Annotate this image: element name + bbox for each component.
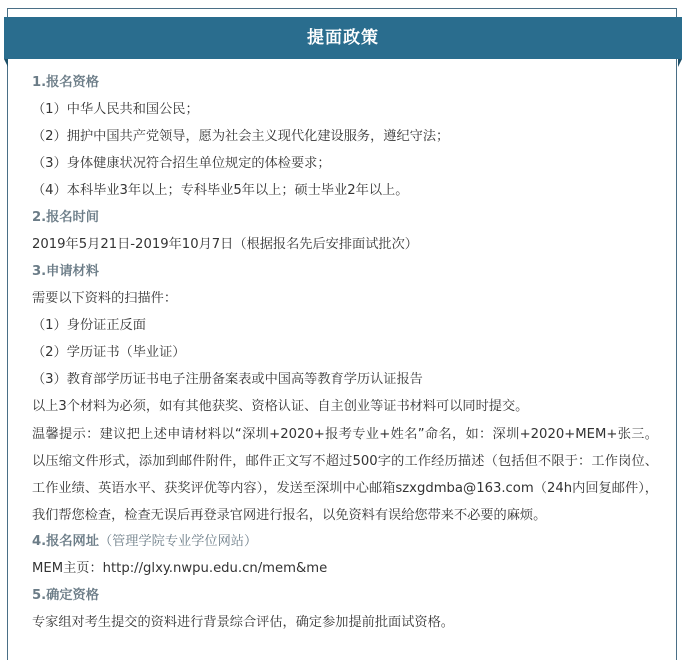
materials-item: 以上3个材料为必须，如有其他获奖、资格认证、自主创业等证书材料可以同时提交。 [32,399,529,414]
materials-tip-paragraph: 温馨提示：建议把上述申请材料以“深圳+2020+报考专业+姓名”命名，如：深圳+2020+MEM+张三。以压缩文件形式，添加到邮件附件，邮件正文写不超过500字的工作经历描述（包括但不限于：工作岗位、工作业绩、英语水平、获奖评优等内容），发送至深圳中心邮箱szxgdmba@163.com（24h内回复邮件），我们帮您检查，检查无误后再登录官网进行报名，以免资料有误给您带来不必要的麻烦。 [32,427,658,523]
materials-item: （1）身份证正反面 [32,318,146,333]
materials-item: 需要以下资料的扫描件： [32,291,178,306]
header-ribbon-fold-left [4,59,8,67]
section-header [4,17,682,59]
mem-homepage-link[interactable]: MEM主页：http://glxy.nwpu.edu.cn/mem&me [32,561,328,576]
eligibility-item: （3）身体健康状况符合招生单位规定的体检要求； [32,156,331,171]
registration-time-text: 2019年5月21日-2019年10月7日（根据报名先后安排面试批次） [32,237,418,252]
website-subtitle: （管理学院专业学位网站） [98,534,258,549]
eligibility-item: （2）拥护中国共产党领导，愿为社会主义现代化建设服务，遵纪守法； [32,129,450,144]
section-title-registration-time: 2.报名时间 [32,210,99,225]
header-ribbon-fold-right [678,59,682,67]
header-title: 提面政策 [307,28,379,48]
section-title-qualification: 5.确定资格 [32,588,99,603]
policy-content [32,72,658,639]
section-title-materials: 3.申请材料 [32,264,99,279]
section-title-website [32,531,658,558]
qualification-text: 专家组对考生提交的资料进行背景综合评估，确定参加提前批面试资格。 [32,615,454,630]
eligibility-item: （1）中华人民共和国公民； [32,102,199,117]
section-title-eligibility: 1.报名资格 [32,75,99,90]
eligibility-item: （4）本科毕业3年以上；专科毕业5年以上；硕士毕业2年以上。 [32,183,409,198]
materials-item: （3）教育部学历证书电子注册备案表或中国高等教育学历认证报告 [32,372,423,387]
materials-item: （2）学历证书（毕业证） [32,345,186,360]
website-title-text: 4.报名网址 [32,534,99,549]
